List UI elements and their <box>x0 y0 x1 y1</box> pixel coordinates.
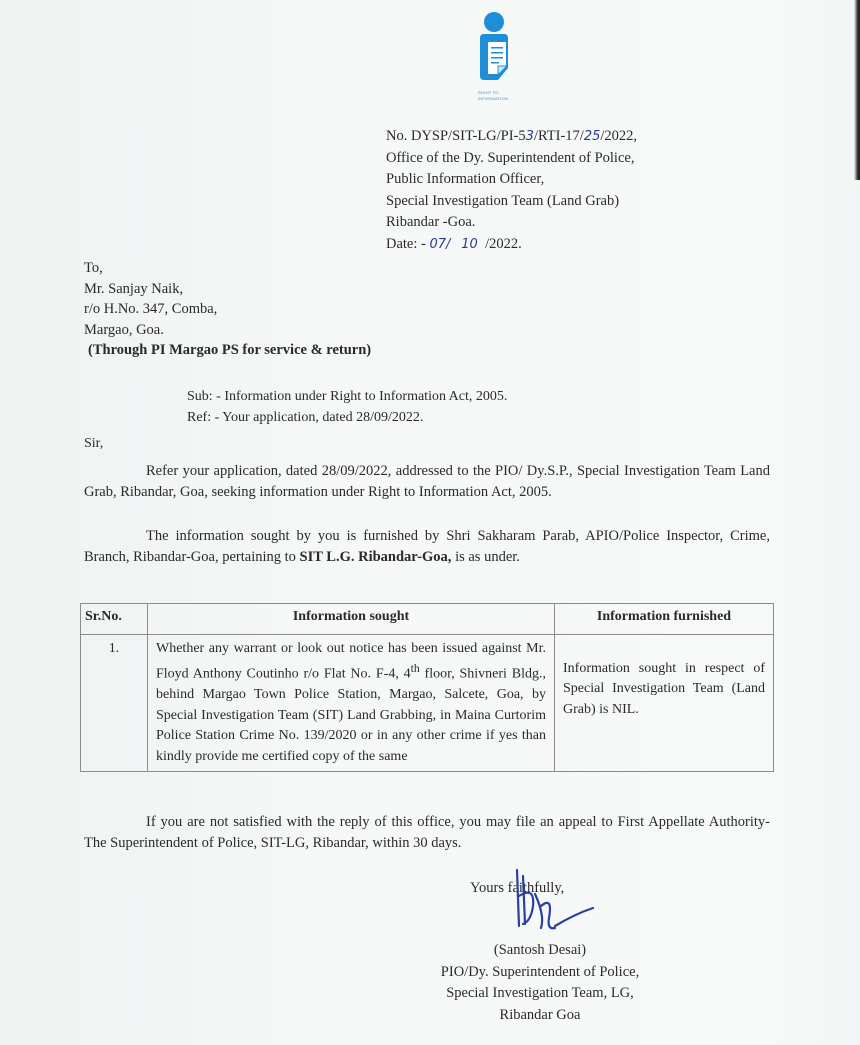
signature-icon <box>505 866 595 946</box>
logo-caption-line2: INFORMATION <box>478 96 508 101</box>
signatory-name: (Santosh Desai) <box>493 942 587 958</box>
letter-date: Date: - 07/ 10 /2022. <box>386 235 522 252</box>
header-information-sought: Information sought <box>148 604 555 635</box>
cell-information-sought: Whether any warrant or look out notice has been issued against Mr. Floyd Anthony Coutinho r/o Flat No. F-4, 4th floor, Shivneri Bldg., behind Margao Town Police Station, Margao, Salcete, Goa, by Special Investigation Team (SIT) Land Grabbing, in Maina Curtorim Police Station Crime No. 139/2020 or in any other crime if yes than kindly provide me certified copy of the same <box>148 634 555 772</box>
paragraph-furnished-by: The information sought by you is furnished by Shri Sakharam Parab, APIO/Police Inspector, Crime, Branch, Ribandar-Goa, pertaining to SIT L.G. Ribandar-Goa, is as under. <box>84 528 770 565</box>
recipient-address-2: Margao, Goa. <box>84 321 164 338</box>
location-line: Ribandar -Goa. <box>386 214 476 230</box>
table-row <box>81 634 774 772</box>
office-line: Office of the Dy. Superintendent of Police, <box>386 149 635 166</box>
team-line: Special Investigation Team (Land Grab) <box>386 192 620 209</box>
recipient-address-1: r/o H.No. 347, Comba, <box>84 301 218 317</box>
officer-line: Public Information Officer, <box>386 171 545 187</box>
paragraph-appeal: If you are not satisfied with the reply of this office, you may file an appeal to First Appellate Authority- The Superintendent of Police, SIT-LG, Ribandar, within 30 days. <box>84 814 770 851</box>
letter-header <box>386 126 637 255</box>
logo-caption-line1: RIGHT TO <box>478 90 499 95</box>
signatory-unit: Special Investigation Team, LG, <box>446 985 634 1001</box>
information-table <box>80 603 774 772</box>
salutation: Sir, <box>84 436 104 451</box>
closing: Yours faithfully, <box>470 880 565 896</box>
recipient-block <box>84 258 371 361</box>
cell-information-furnished: Information sought in respect of Special Investigation Team (Land Grab) is NIL. <box>555 634 774 772</box>
header-sr-no: Sr.No. <box>81 604 148 635</box>
signatory-place: Ribandar Goa <box>499 1006 581 1023</box>
service-note: (Through PI Margao PS for service & return) <box>88 342 372 358</box>
table-header-row <box>81 604 774 635</box>
recipient-name: Mr. Sanjay Naik, <box>84 280 184 297</box>
signature-block <box>395 940 685 1026</box>
subject-block <box>187 386 507 428</box>
subject-line: Sub: - Information under Right to Information Act, 2005. <box>187 389 508 404</box>
rti-logo-icon <box>474 10 518 90</box>
header-information-furnished: Information furnished <box>555 604 774 635</box>
paragraph-reference: Refer your application, dated 28/09/2022, addressed to the PIO/ Dy.S.P., Special Investigation Team Land Grab, Ribandar, Goa, seeking information under Right to Information Act, 2005. <box>84 463 770 500</box>
signatory-designation: PIO/Dy. Superintendent of Police, <box>440 963 640 980</box>
reference-line: Ref: - Your application, dated 28/09/2022. <box>187 410 424 425</box>
to-label: To, <box>84 260 103 276</box>
reference-number: No. DYSP/SIT-LG/PI-53/RTI-17/25/2022, <box>386 128 638 144</box>
cell-sr-no: 1. <box>81 634 148 772</box>
rti-logo <box>474 10 518 110</box>
page-edge-shadow <box>854 0 860 180</box>
